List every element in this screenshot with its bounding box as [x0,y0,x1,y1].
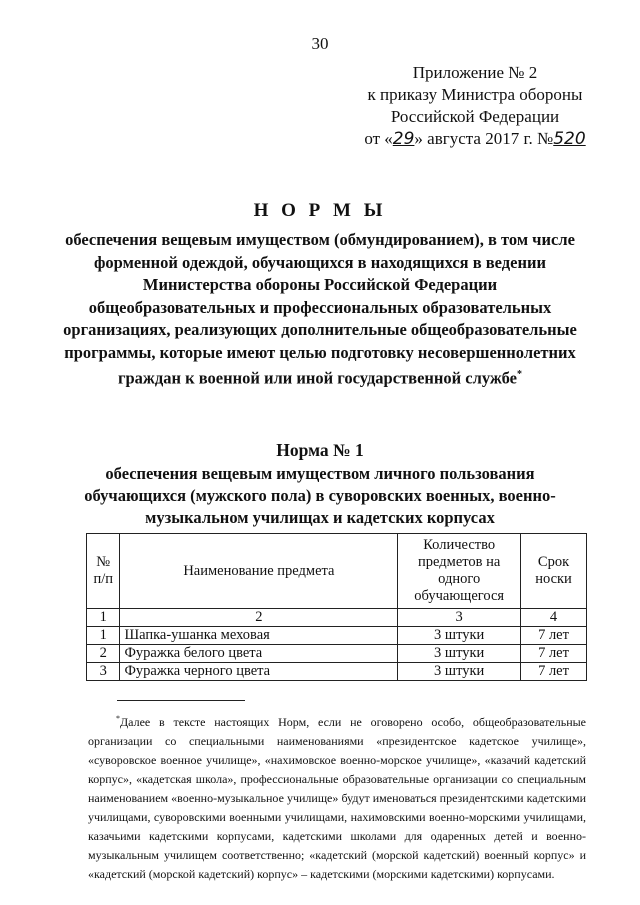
footnote-text: Далее в тексте настоящих Норм, если не оговорено особо, общеобразовательные организации со специальными наименованиями «президентское кадетское училище», «суворовское военное училище», «нахимовское военно-морское училище», «казачий кадетский корпус», «кадетская школа», профессиональные образовательные организации со специальным наименованием «военно-музыкальное училище» будут именоваться президентскими кадетскими училищами, суворовскими военными училищами, нахимовскими военно-морскими училищами, казачьими кадетскими корпусами, кадетскими школами для одаренных детей и военно-музыкальным училищем соответственно; «кадетский (морской кадетский) военный корпус» и «кадетский (морской кадетский) корпус» – кадетскими (морскими кадетскими) корпусами. [88,715,586,881]
order-number: 520 [553,129,586,149]
header-name: Наименование предмета [120,534,398,609]
row-name: Фуражка белого цвета [120,645,398,663]
index-cell: 2 [120,609,398,627]
index-cell: 1 [87,609,120,627]
appendix-block [330,62,620,150]
row-term: 7 лет [521,645,587,663]
appendix-line-3: Российской Федерации [390,107,560,126]
date-day: 29 [392,129,415,149]
footnote-mark: * [116,714,120,723]
table-row [87,645,587,663]
document-subtitle-text: обеспечения вещевым имуществом (обмундированием), в том числе форменной одеждой, обучающихся в находящихся в ведении Министерства обороны Российской Федерации общеобразовательных и профессиональных образовательных организациях, реализующих дополнительные общеобразовательные программы, которые имеют целью подготовку несовершеннолетних граждан к военной или иной государственной службе [63,230,577,388]
date-prefix: от « [364,129,393,148]
footnote [88,709,586,884]
items-table [86,533,587,681]
document-title: Н О Р М Ы [253,200,387,221]
header-num: № п/п [87,534,120,609]
row-name: Шапка-ушанка меховая [120,627,398,645]
header-term: Срок носки [521,534,587,609]
norm-title: Норма № 1 [276,440,364,460]
row-num: 2 [87,645,120,663]
table-row [87,663,587,681]
table-index-row [87,609,587,627]
row-qty: 3 штуки [398,663,521,681]
header-qty: Количество предметов на одного обучающегося [398,534,521,609]
appendix-line-2: к приказу Министра обороны [367,85,583,104]
document-subtitle [60,229,580,390]
subtitle-footnote-mark: * [517,369,522,380]
date-middle: » августа 2017 г. № [414,129,554,148]
norm-subtitle: обеспечения вещевым имуществом личного пользования обучающихся (мужского пола) в суворовских военных, военно-музыкальном училищах и кадетских корпусах [84,464,556,527]
row-qty: 3 штуки [398,627,521,645]
row-num: 1 [87,627,120,645]
row-qty: 3 штуки [398,645,521,663]
table-row [87,627,587,645]
footnote-divider [117,700,245,701]
index-cell: 4 [521,609,587,627]
row-num: 3 [87,663,120,681]
row-name: Фуражка черного цвета [120,663,398,681]
row-term: 7 лет [521,663,587,681]
appendix-line-1: Приложение № 2 [412,63,538,82]
table-header-row [87,534,587,609]
index-cell: 3 [398,609,521,627]
page-number: 30 [311,34,329,53]
appendix-date-line [330,128,620,150]
row-term: 7 лет [521,627,587,645]
